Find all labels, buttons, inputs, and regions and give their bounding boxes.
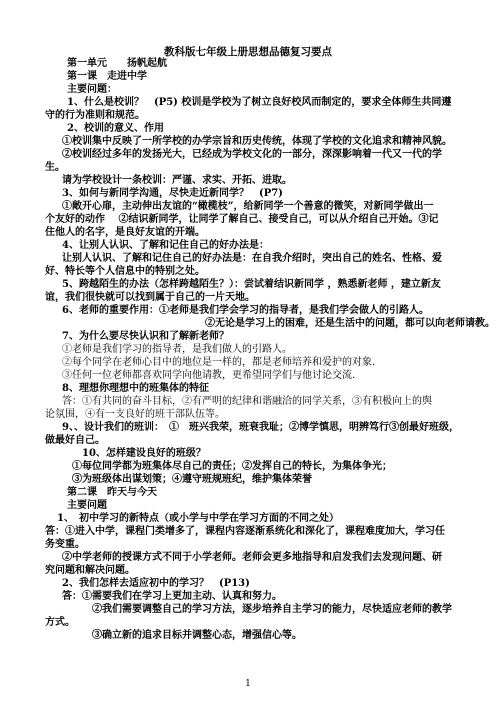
text-line: ②校训经过多年的发扬光大，已经成为学校文化的一部分，深深影响着一代又一代的学 xyxy=(62,149,442,160)
text-line: 论氛围，④有一支良好的班干部队伍等。 xyxy=(45,409,225,420)
text-line: 答：①有共同的奋斗目标，②有严明的纪律和谐融洽的同学关系，③有积极向上的舆 xyxy=(62,396,432,407)
text-line: 好、特长等个人信息中的特别之处。 xyxy=(45,266,205,277)
text-line: 答：①进入中学，课程门类增多了，课程内容逐渐系统化和深化了，课程难度加大，学习任 xyxy=(45,526,445,537)
text-line: 第一课 走进中学 xyxy=(67,71,147,82)
text-line: 3、如何与新同学沟通，尽快走近新同学？ (P7) xyxy=(62,188,283,199)
text-line: 究问题和解决问题。 xyxy=(45,565,135,576)
text-line: 务变重。 xyxy=(45,539,85,550)
text-line: ③为班级体出谋划策；④遵守班规班纪，维护集体荣誉 xyxy=(72,474,312,485)
text-line: ②每个同学在老师心目中的地位是一样的，都是老师培养和爱护的对象. xyxy=(62,357,376,368)
text-line: ②我们需要调整自己的学习方法，逐步培养自主学习的能力，尽快适应老师的教学 xyxy=(92,604,452,615)
text-line: 主要问题： xyxy=(67,84,117,95)
text-line: 让别人认识、了解和记住自己的好办法是：在自我介绍时，突出自己的姓名、性格、爱 xyxy=(62,253,442,264)
text-line: 答：①需要我们在学习上更加主动、认真和努力。 xyxy=(62,591,282,602)
text-line: 做最好自己。 xyxy=(45,435,105,446)
text-line: ①老师是我们学习的指导者，是我们做人的引路人。 xyxy=(62,344,292,355)
text-line: ①敞开心扉，主动伸出友谊的“橄榄枝”，给新同学一个善意的微笑，对新同学做出一 xyxy=(62,201,434,212)
text-line: 守的行为准则和规范。 xyxy=(45,110,145,121)
text-line: 请为学校设计一条校训：严谨、求实、开拓、进取。 xyxy=(62,175,292,186)
text-line: ②无论是学习上的困难，还是生活中的问题，都可以向老师请教。 xyxy=(205,318,495,329)
text-line: 10、怎样建设良好的班级？ xyxy=(82,448,206,459)
text-line: ①每位同学都为班集体尽自己的责任；②发挥自己的特长，为集体争光； xyxy=(72,461,392,472)
text-line: 7、为什么要尽快认识和了解新老师？ xyxy=(62,331,229,342)
text-line: 9、、设计我们的班训： ① 班兴我荣，班衰我耻；②博学慎思，明辨笃行③创最好班级， xyxy=(62,422,459,433)
text-line: 6、老师的重要作用：①老师是我们学会学习的指导者，是我们学会做人的引路人。 xyxy=(62,305,429,316)
document-title: 教科版七年级上册思想品德复习要点 xyxy=(164,46,332,58)
text-line: 生。 xyxy=(45,162,65,173)
text-line: 4、让别人认识、了解和记住自己的好办法是： xyxy=(62,240,269,251)
text-line: ①校训集中反映了一所学校的办学宗旨和历史传统，体现了学校的文化追求和精神风貌。 xyxy=(62,136,452,147)
text-line: ②中学老师的授课方式不同于小学老师。老师会更多地指导和启发我们去发现问题、研 xyxy=(62,552,442,563)
text-line: 2、我们怎样去适应初中的学习？ (P13) xyxy=(62,578,250,589)
text-line: 2、校训的意义、作用 xyxy=(67,123,164,134)
text-line: 住他人的名字，是良好友谊的开端。 xyxy=(45,227,205,238)
text-line: 主要问题 xyxy=(67,500,107,511)
text-line: 1、 初中学习的新特点（或小学与中学在学习方面的不同之处） xyxy=(57,513,339,524)
text-line: 个友好的动作 ②结识新同学，让同学了解自己、接受自己，可以从介绍自己开始。③记 xyxy=(45,214,439,225)
text-line: 第一单元 扬帆起航 xyxy=(67,58,167,69)
text-line: 第二课 昨天与今天 xyxy=(67,487,157,498)
text-line: 5、跨越陌生的办法（怎样跨越陌生？）：尝试着结识新同学 ，熟悉新老师 ，建立新友 xyxy=(62,279,441,290)
page-number: 1 xyxy=(245,679,251,689)
text-line: 1、什么是校训？ (P5) 校训是学校为了树立良好校风而制定的，要求全体师生共同遵 xyxy=(67,97,452,108)
text-line: 方式。 xyxy=(45,617,75,628)
text-line: ③任何一位老师都喜欢同学向他请教，更希望同学们与他讨论交流. xyxy=(62,370,356,381)
text-line: ③确立新的追求目标并调整心态，增强信心等。 xyxy=(92,630,302,641)
text-line: 谊，我们很快就可以找到属于自己的一片天地。 xyxy=(45,292,255,303)
text-line: 8、理想你理想中的班集体的特征 xyxy=(62,383,209,394)
